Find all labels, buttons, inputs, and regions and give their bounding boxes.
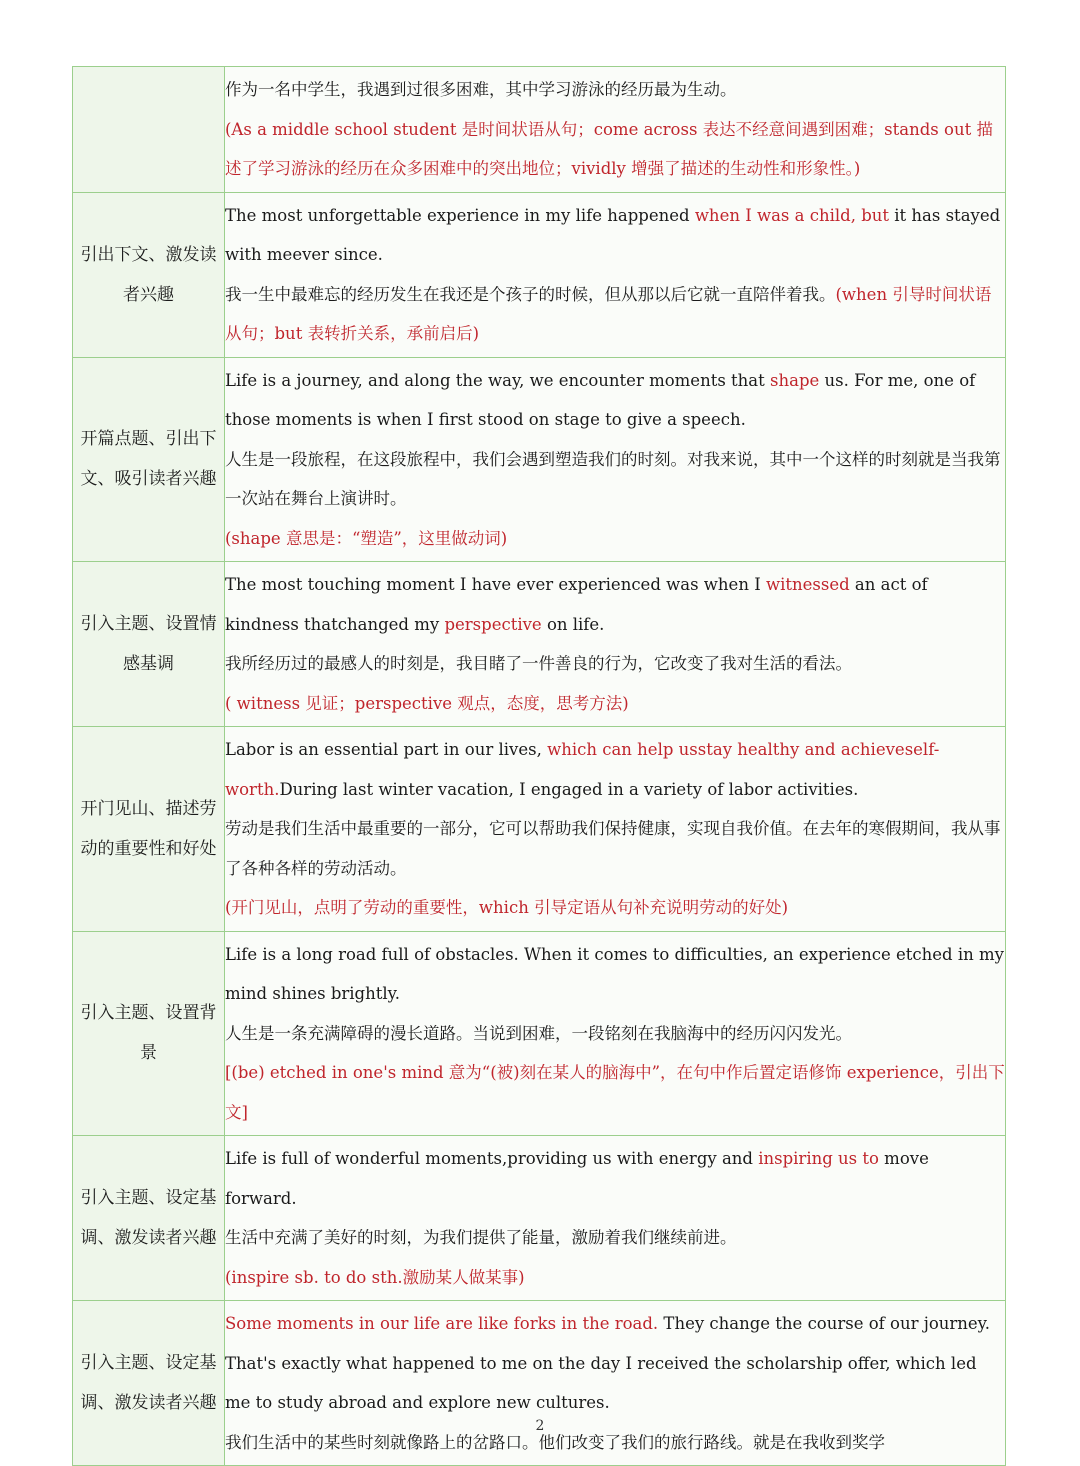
row-label: 引入主题、设定基调、激发读者兴趣 [73, 1136, 225, 1301]
row-content [225, 67, 1006, 193]
body-text: 人生是一段旅程，在这段旅程中，我们会遇到塑造我们的时刻。对我来说，其中一个这样的时刻就是当我第一次站在舞台上演讲时。 [225, 449, 1001, 508]
content-paragraph [225, 1139, 1005, 1218]
page-number: 2 [535, 1418, 545, 1434]
row-label: 引入主题、设置情感基调 [73, 562, 225, 727]
table-row [73, 1301, 1006, 1466]
content-paragraph [225, 935, 1005, 1014]
highlight-text: (shape 意思是：“塑造”，这里做动词) [225, 528, 508, 548]
highlight-text: ( witness 见证；perspective 观点，态度，思考方法) [225, 693, 629, 713]
content-paragraph [225, 1258, 1005, 1298]
highlight-text: when I was a child, but [694, 205, 890, 225]
body-text: us. For me, one of those moments is when I first stood on stage to give a speech. [225, 370, 976, 429]
highlight-text: inspiring us to [758, 1149, 879, 1168]
body-text: 我们生活中的某些时刻就像路上的岔路口。他们改变了我们的旅行路线。就是在我收到奖学 [225, 1432, 885, 1452]
body-text: Labor is an essential part in our lives, [225, 740, 548, 759]
row-label: 引出下文、激发读者兴趣 [73, 192, 225, 357]
row-content [225, 562, 1006, 727]
row-content [225, 1136, 1006, 1301]
row-content [225, 192, 1006, 357]
table-row [73, 931, 1006, 1136]
content-paragraph [225, 110, 1005, 189]
content-paragraph [225, 644, 1005, 684]
notes-table [72, 66, 1006, 1466]
highlight-text: (inspire sb. to do sth.激励某人做某事) [225, 1267, 525, 1287]
table-row [73, 357, 1006, 562]
content-paragraph [225, 565, 1005, 644]
row-label: 开篇点题、引出下文、吸引读者兴趣 [73, 357, 225, 562]
highlight-text: Some moments in our life are like forks in the road. [225, 1314, 659, 1333]
content-paragraph [225, 1053, 1005, 1132]
body-text: on life. [541, 614, 605, 634]
content-paragraph [225, 70, 1005, 110]
highlight-text: which can help usstay healthy and achieveself-worth. [225, 740, 940, 799]
body-text: The most unforgettable experience in my life happened [225, 205, 695, 225]
body-text: 人生是一条充满障碍的漫长道路。当说到困难，一段铭刻在我脑海中的经历闪闪发光。 [225, 1023, 852, 1043]
row-label: 引入主题、设定基调、激发读者兴趣 [73, 1301, 225, 1466]
highlight-text: witnessed [765, 575, 850, 594]
body-text: it has stayed with meever since. [225, 205, 1001, 264]
content-paragraph [225, 730, 1005, 809]
content-paragraph [225, 684, 1005, 724]
body-text: Life is a journey, and along the way, we encounter moments that [225, 370, 771, 390]
row-label: 开门见山、描述劳动的重要性和好处 [73, 727, 225, 932]
content-paragraph [225, 1218, 1005, 1258]
row-content [225, 357, 1006, 562]
content-paragraph [225, 440, 1005, 519]
body-text: They change the course of our journey. That's exactly what happened to me on the day I received the scholarship offer, which led me to study abroad and explore new cultures. [225, 1314, 991, 1412]
content-paragraph [225, 361, 1005, 440]
row-label: 引入主题、设置背景 [73, 931, 225, 1136]
highlight-text: shape [770, 370, 820, 390]
content-paragraph [225, 1304, 1005, 1423]
row-content [225, 727, 1006, 932]
body-text: 我一生中最难忘的经历发生在我还是个孩子的时候，但从那以后它就一直陪伴着我。 [225, 284, 836, 304]
highlight-text: (开门见山，点明了劳动的重要性，which 引导定语从句补充说明劳动的好处) [225, 898, 789, 917]
body-text: Life is a long road full of obstacles. When it comes to difficulties, an experience etched in my mind shines brightly. [225, 944, 1004, 1003]
highlight-text: (As a middle school student 是时间状语从句；come across 表达不经意间遇到困难；stands out 描述了学习游泳的经历在众多困难中的突出地位；vividly 增强了描述的生动性和形象性。) [225, 119, 993, 178]
content-paragraph [225, 275, 1005, 354]
body-text: 我所经历过的最感人的时刻是，我目睹了一件善良的行为，它改变了我对生活的看法。 [225, 654, 852, 673]
body-text: 作为一名中学生，我遇到过很多困难，其中学习游泳的经历最为生动。 [225, 80, 737, 99]
table-row [73, 67, 1006, 193]
body-text: During last winter vacation, I engaged in a variety of labor activities. [279, 779, 859, 799]
row-content [225, 931, 1006, 1136]
content-paragraph [225, 1014, 1005, 1054]
body-text: 生活中充满了美好的时刻，为我们提供了能量，激励着我们继续前进。 [225, 1228, 737, 1247]
content-paragraph [225, 888, 1005, 928]
highlight-text: [(be) etched in one's mind 意为“(被)刻在某人的脑海中”，在句中作后置定语修饰 experience，引出下文] [225, 1063, 1005, 1122]
highlight-text: (when 引导时间状语从句；but 表转折关系，承前启后) [225, 284, 992, 343]
table-row [73, 192, 1006, 357]
body-text: 劳动是我们生活中最重要的一部分，它可以帮助我们保持健康，实现自我价值。在去年的寒假期间，我从事了各种各样的劳动活动。 [225, 819, 1001, 878]
row-label [73, 67, 225, 193]
body-text: move forward. [225, 1149, 929, 1208]
body-text: Life is full of wonderful moments,providing us with energy and [225, 1149, 759, 1168]
content-paragraph [225, 196, 1005, 275]
highlight-text: perspective [444, 614, 542, 634]
table-row [73, 1136, 1006, 1301]
body-text: an act of kindness thatchanged my [225, 575, 928, 634]
notes-table-body [73, 67, 1006, 1466]
row-content [225, 1301, 1006, 1466]
content-paragraph [225, 519, 1005, 559]
content-paragraph [225, 809, 1005, 888]
body-text: The most touching moment I have ever experienced was when I [225, 575, 766, 594]
table-row [73, 727, 1006, 932]
table-row [73, 562, 1006, 727]
